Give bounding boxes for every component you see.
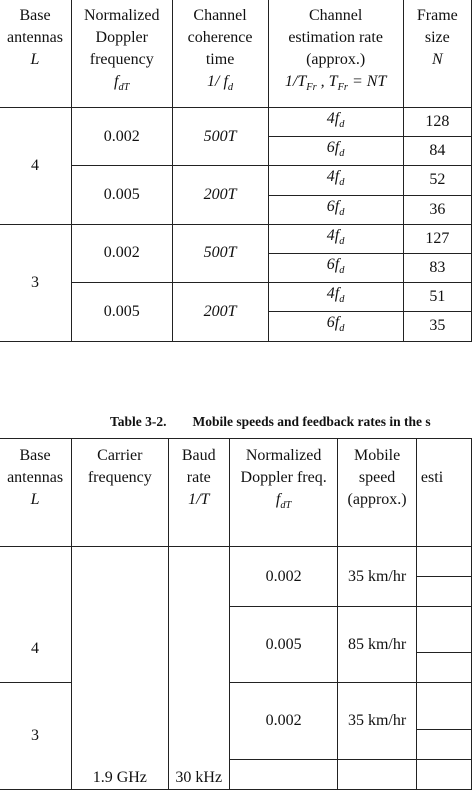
table2-cell-base-antennas: 3	[0, 683, 72, 790]
table2-header-mobile-speed: Mobile speed (approx.)	[338, 439, 417, 547]
table-row	[0, 683, 472, 730]
table1-cell-doppler: 0.005	[72, 166, 173, 224]
table-row	[0, 166, 472, 195]
table1-cell-est-rate: $6f_d$	[268, 195, 403, 224]
table2-caption	[110, 414, 431, 430]
table1-cell-coherence: 500T	[172, 224, 268, 282]
table2-caption-number: Table 3-2.	[110, 414, 167, 429]
table2-cell-estimation	[416, 607, 471, 653]
table1-cell-est-rate: $4f_d$	[268, 283, 403, 312]
table-row	[0, 283, 472, 312]
table1-cell-est-rate: $4f_d$	[268, 108, 403, 137]
doppler-frame-size-table	[0, 0, 472, 342]
table1-header-frame-size: Frame size N	[403, 0, 471, 108]
table1-header-row	[0, 0, 472, 108]
table-row	[0, 108, 472, 137]
table1-header-normalized-doppler: Normalized Doppler frequency $f_{dT}$	[72, 0, 173, 108]
table2-cell-doppler: 0.002	[230, 547, 338, 607]
table1-cell-doppler: 0.002	[72, 108, 173, 166]
table1-cell-est-rate: $6f_d$	[268, 137, 403, 166]
table2-cell-doppler	[230, 760, 338, 790]
table1-cell-frame-size: 35	[403, 312, 471, 341]
table1-cell-frame-size: 52	[403, 166, 471, 195]
mobile-speeds-table	[0, 438, 472, 790]
table1-header-base-antennas: Base antennas L	[0, 0, 72, 108]
table2-header-carrier-frequency: Carrier frequency	[72, 439, 168, 547]
table2-cell-carrier: 1.9 GHz	[72, 547, 168, 790]
table2-cell-estimation	[416, 653, 471, 683]
table2-header-row	[0, 439, 472, 547]
table1-cell-est-rate: $4f_d$	[268, 224, 403, 253]
table1-cell-frame-size: 127	[403, 224, 471, 253]
table2-header-normalized-doppler: Normalized Doppler freq. $f_{dT}$	[230, 439, 338, 547]
table2-header-estimation: esti	[416, 439, 471, 547]
table1-cell-frame-size: 51	[403, 283, 471, 312]
table1-cell-doppler: 0.002	[72, 224, 173, 282]
table2-cell-speed: 35 km/hr	[338, 683, 417, 760]
table-row	[0, 547, 472, 577]
table1-cell-frame-size: 128	[403, 108, 471, 137]
table2-cell-estimation	[416, 760, 471, 790]
table2-cell-estimation	[416, 683, 471, 730]
table2-cell-speed: 35 km/hr	[338, 547, 417, 607]
table2-cell-speed: 85 km/hr	[338, 607, 417, 683]
table2-cell-baud: 30 kHz	[168, 547, 230, 790]
table1-cell-frame-size: 83	[403, 253, 471, 282]
table1-cell-frame-size: 84	[403, 137, 471, 166]
table-row	[0, 224, 472, 253]
table1-cell-coherence: 200T	[172, 166, 268, 224]
table2-cell-doppler: 0.002	[230, 683, 338, 760]
table1-header-estimation-rate: Channel estimation rate (approx.) $1/T_{Fr}$ , $T_{Fr}$ = NT	[268, 0, 403, 108]
table1-cell-est-rate: $4f_d$	[268, 166, 403, 195]
table1-cell-frame-size: 36	[403, 195, 471, 224]
table1-cell-est-rate: $6f_d$	[268, 312, 403, 341]
table2-header-baud-rate: Baud rate 1/T	[168, 439, 230, 547]
table2-caption-text: Mobile speeds and feedback rates in the s	[192, 414, 431, 429]
table2-cell-estimation	[416, 577, 471, 607]
table1-cell-est-rate: $6f_d$	[268, 253, 403, 282]
table1-cell-base-antennas: 3	[0, 224, 72, 341]
table2-cell-speed	[338, 760, 417, 790]
table1-cell-base-antennas: 4	[0, 108, 72, 225]
table2-header-base-antennas: Base antennas L	[0, 439, 72, 547]
table1-cell-coherence: 200T	[172, 283, 268, 341]
table1-header-coherence-time: Channel coherence time 1/ $f_d$	[172, 0, 268, 108]
table1-cell-coherence: 500T	[172, 108, 268, 166]
table2-cell-doppler: 0.005	[230, 607, 338, 683]
table2-cell-estimation	[416, 547, 471, 577]
table2-cell-estimation	[416, 730, 471, 760]
table2-cell-base-antennas: 4	[0, 547, 72, 683]
table1-cell-doppler: 0.005	[72, 283, 173, 341]
